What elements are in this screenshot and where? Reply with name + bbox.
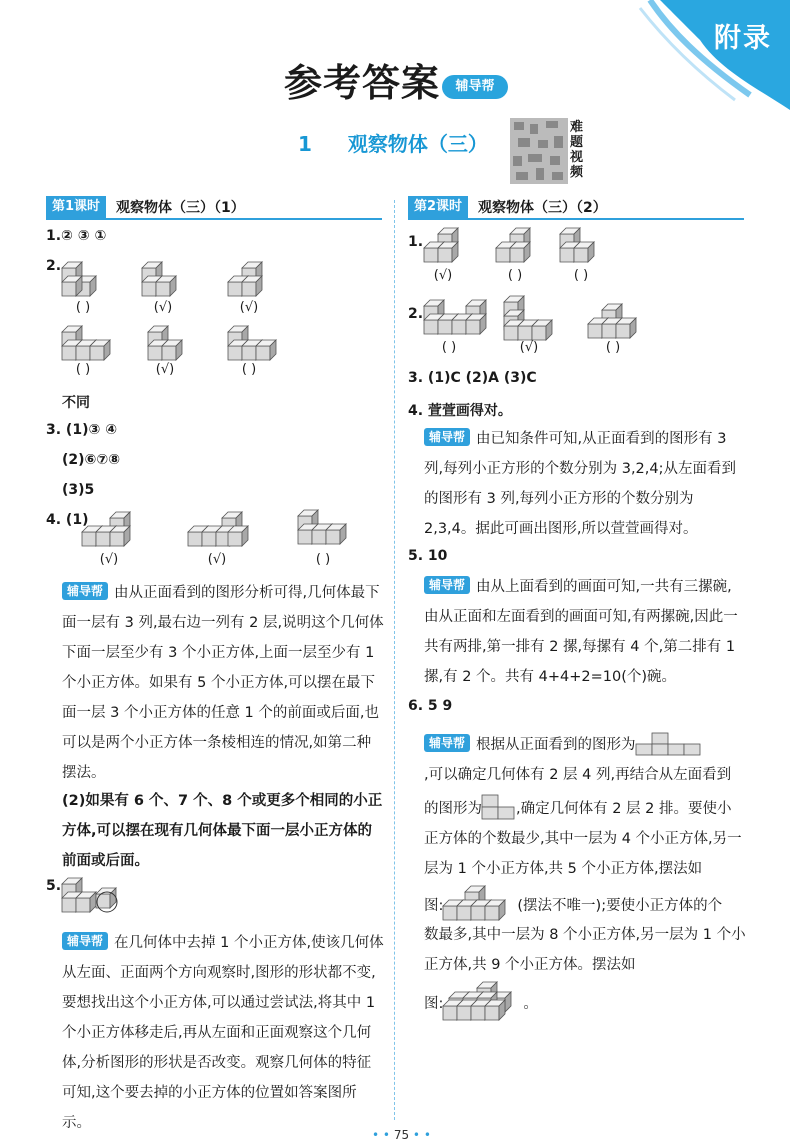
l1-q3-a: 3. (1)③ ④ <box>46 422 118 438</box>
l2-q2-choice: ( ) <box>441 340 457 355</box>
lesson2-title: 观察物体（三）（2） <box>478 200 607 216</box>
l2-q3: 3. (1)C (2)A (3)C <box>408 370 537 386</box>
l1-q2-choice: ( ) <box>241 362 257 377</box>
l1-q2-fig4 <box>62 326 110 360</box>
l2-help3-g: (摆法不唯一);要使小正方体的个 <box>517 898 723 914</box>
l2-help2-text: 由从上面看到的画面可知,一共有三摞碗,由从正面和左面看到的画面可知,有两摞碗,因此一共有两排,第一排有 2 摞,每摞有 4 个,第二排有 1 摞,有 2 个。共有 4+4+2=10(个)碗。 <box>424 579 738 685</box>
lesson1-title: 观察物体（三）（1） <box>116 200 245 216</box>
qr-label <box>570 120 588 180</box>
l2-help1 <box>424 424 746 544</box>
qr-label-char: 难 <box>570 120 584 135</box>
l2-q1-label: 1. <box>408 234 424 250</box>
l1-q2-choice: ( ) <box>75 362 91 377</box>
l2-help3-b: ,可以确定几何体有 2 层 4 列,再结合从左面看到 <box>424 767 732 783</box>
help-badge: 辅导帮 <box>424 576 470 594</box>
page-number-text: 75 <box>393 1128 410 1142</box>
section-number: 1 <box>298 132 312 156</box>
help-badge: 辅导帮 <box>424 428 470 446</box>
l2-help1-text: 由已知条件可知,从正面看到的图形有 3 列,每列小正方形的个数分别为 3,2,4;从左面看到的图形有 3 列,每列小正方形的个数分别为 2,3,4。据此可画出图形,所以萱萱画得对。 <box>424 431 736 537</box>
lesson1-header <box>46 196 382 220</box>
l1-q3-b: (2)⑥⑦⑧ <box>62 452 121 468</box>
l1-q2-note: 不同 <box>62 395 90 411</box>
l1-q4-fig1 <box>82 512 138 550</box>
l2-q2-choice: (√) <box>519 340 539 355</box>
front-view-shape <box>636 733 702 755</box>
l1-q4-fig3 <box>298 510 348 548</box>
l2-q1-choice: (√) <box>433 268 453 283</box>
l1-q4-label: 4. (1) <box>46 512 89 528</box>
l2-q1-fig3 <box>560 228 604 264</box>
l2-help3-j: 。 <box>523 996 538 1012</box>
l2-q5: 5. 10 <box>408 548 448 564</box>
l2-q4: 4. 萱萱画得对。 <box>408 403 512 419</box>
qr-label-char: 频 <box>570 165 584 180</box>
l1-q4-choice: ( ) <box>315 552 331 567</box>
l1-q2-fig2 <box>142 262 184 296</box>
help-logo: 辅导帮 <box>442 75 508 99</box>
lesson1-tag: 第1课时 <box>46 196 106 218</box>
l2-q1-choice: ( ) <box>573 268 589 283</box>
l1-q2-choice: ( ) <box>75 300 91 315</box>
l1-q4-choice: (√) <box>99 552 119 567</box>
l2-help3-f: 图: <box>424 898 444 914</box>
l1-q2-fig5 <box>148 326 190 360</box>
l1-q4-2: (2)如果有 6 个、7 个、8 个或更多个相同的小正方体,可以摆在现有几何体最下面一层小正方体的前面或后面。 <box>62 793 383 869</box>
left-view-shape <box>482 795 516 819</box>
l2-help3 <box>424 730 746 1022</box>
l1-q3-c: (3)5 <box>62 482 95 498</box>
l2-q2-label: 2. <box>408 306 424 322</box>
l2-q2-fig1 <box>424 300 486 338</box>
column-divider <box>394 200 395 1120</box>
l2-q1-choice: ( ) <box>507 268 523 283</box>
l2-help2 <box>424 572 746 692</box>
appendix-tab: 附录 <box>714 23 772 54</box>
l2-help3-i: 图: <box>424 996 444 1012</box>
l2-q2-fig3 <box>588 304 640 340</box>
min-arrangement-fig <box>443 886 517 920</box>
l1-help1-text: 由从正面看到的图形分析可得,几何体最下面一层有 3 列,最右边一列有 2 层,说明这个几何体下面一层至少有 3 个小正方体,上面一层至少有 1 个小正方体。如果有 5 个小正方体,可以摆在最下面一层 3 个小正方体的任意 1 个的前面或后面,也可以是两个小正方体一条棱相连的情况,如第二种摆法。 <box>62 585 384 781</box>
page-number: • • 75 • • <box>372 1128 431 1142</box>
l1-q2-choice: (√) <box>155 362 175 377</box>
l1-q2-fig3 <box>228 262 270 296</box>
l1-q2-fig6 <box>228 326 276 360</box>
l2-help3-a: 根据从正面看到的图形为 <box>476 737 636 753</box>
l1-q4-fig2 <box>188 512 250 550</box>
qr-label-char: 题 <box>570 135 584 150</box>
lesson2-header <box>408 196 744 220</box>
l2-q6: 6. 5 9 <box>408 698 453 714</box>
lesson2-tag: 第2课时 <box>408 196 468 218</box>
l1-q1: 1.② ③ ① <box>46 228 107 244</box>
help-badge: 辅导帮 <box>62 932 108 950</box>
l1-q5-label: 5. <box>46 878 62 894</box>
l2-help3-e: 正方体的个数最少,其中一层为 4 个小正方体,另一层为 1 个小正方体,共 5 个小正方体,摆法如 <box>424 831 742 877</box>
max-arrangement-fig <box>443 982 523 1020</box>
l1-q2-choice: (√) <box>153 300 173 315</box>
l2-q2-fig2 <box>504 296 556 340</box>
l2-help3-d: ,确定几何体有 2 层 2 排。要使小 <box>516 801 732 817</box>
l2-help3-h: 数最多,其中一层为 8 个小正方体,另一层为 1 个小正方体,共 9 个小正方体。摆法如 <box>424 927 746 973</box>
l2-q2-choice: ( ) <box>605 340 621 355</box>
l1-q2-fig1 <box>62 262 104 296</box>
l1-q4-choice: (√) <box>207 552 227 567</box>
l1-q2-label: 2. <box>46 258 62 274</box>
help-badge: 辅导帮 <box>62 582 108 600</box>
qr-label-char: 视 <box>570 150 584 165</box>
l1-help2-text: 在几何体中去掉 1 个小正方体,使该几何体从左面、正面两个方向观察时,图形的形状都不变,要想找出这个小正方体,可以通过尝试法,将其中 1 个小正方体移走后,再从左面和正面观察这个几何体,分析图形的形状是否改变。观察几何体的特征可知,这个要去掉的小正方体的位置如答案图所示。 <box>62 935 384 1131</box>
page-title: 参考答案 <box>284 61 441 105</box>
l2-q1-fig2 <box>496 228 540 264</box>
section-title <box>298 128 488 157</box>
l1-help2 <box>62 928 384 1138</box>
l2-help3-c: 的图形为 <box>424 801 482 817</box>
qr-code[interactable] <box>510 118 568 184</box>
l1-q5-fig <box>62 878 122 918</box>
help-badge: 辅导帮 <box>424 734 470 752</box>
section-name: 观察物体（三） <box>347 132 488 156</box>
l1-help1 <box>62 578 384 788</box>
l2-q1-fig1 <box>424 228 468 264</box>
l1-q2-choice: (√) <box>239 300 259 315</box>
